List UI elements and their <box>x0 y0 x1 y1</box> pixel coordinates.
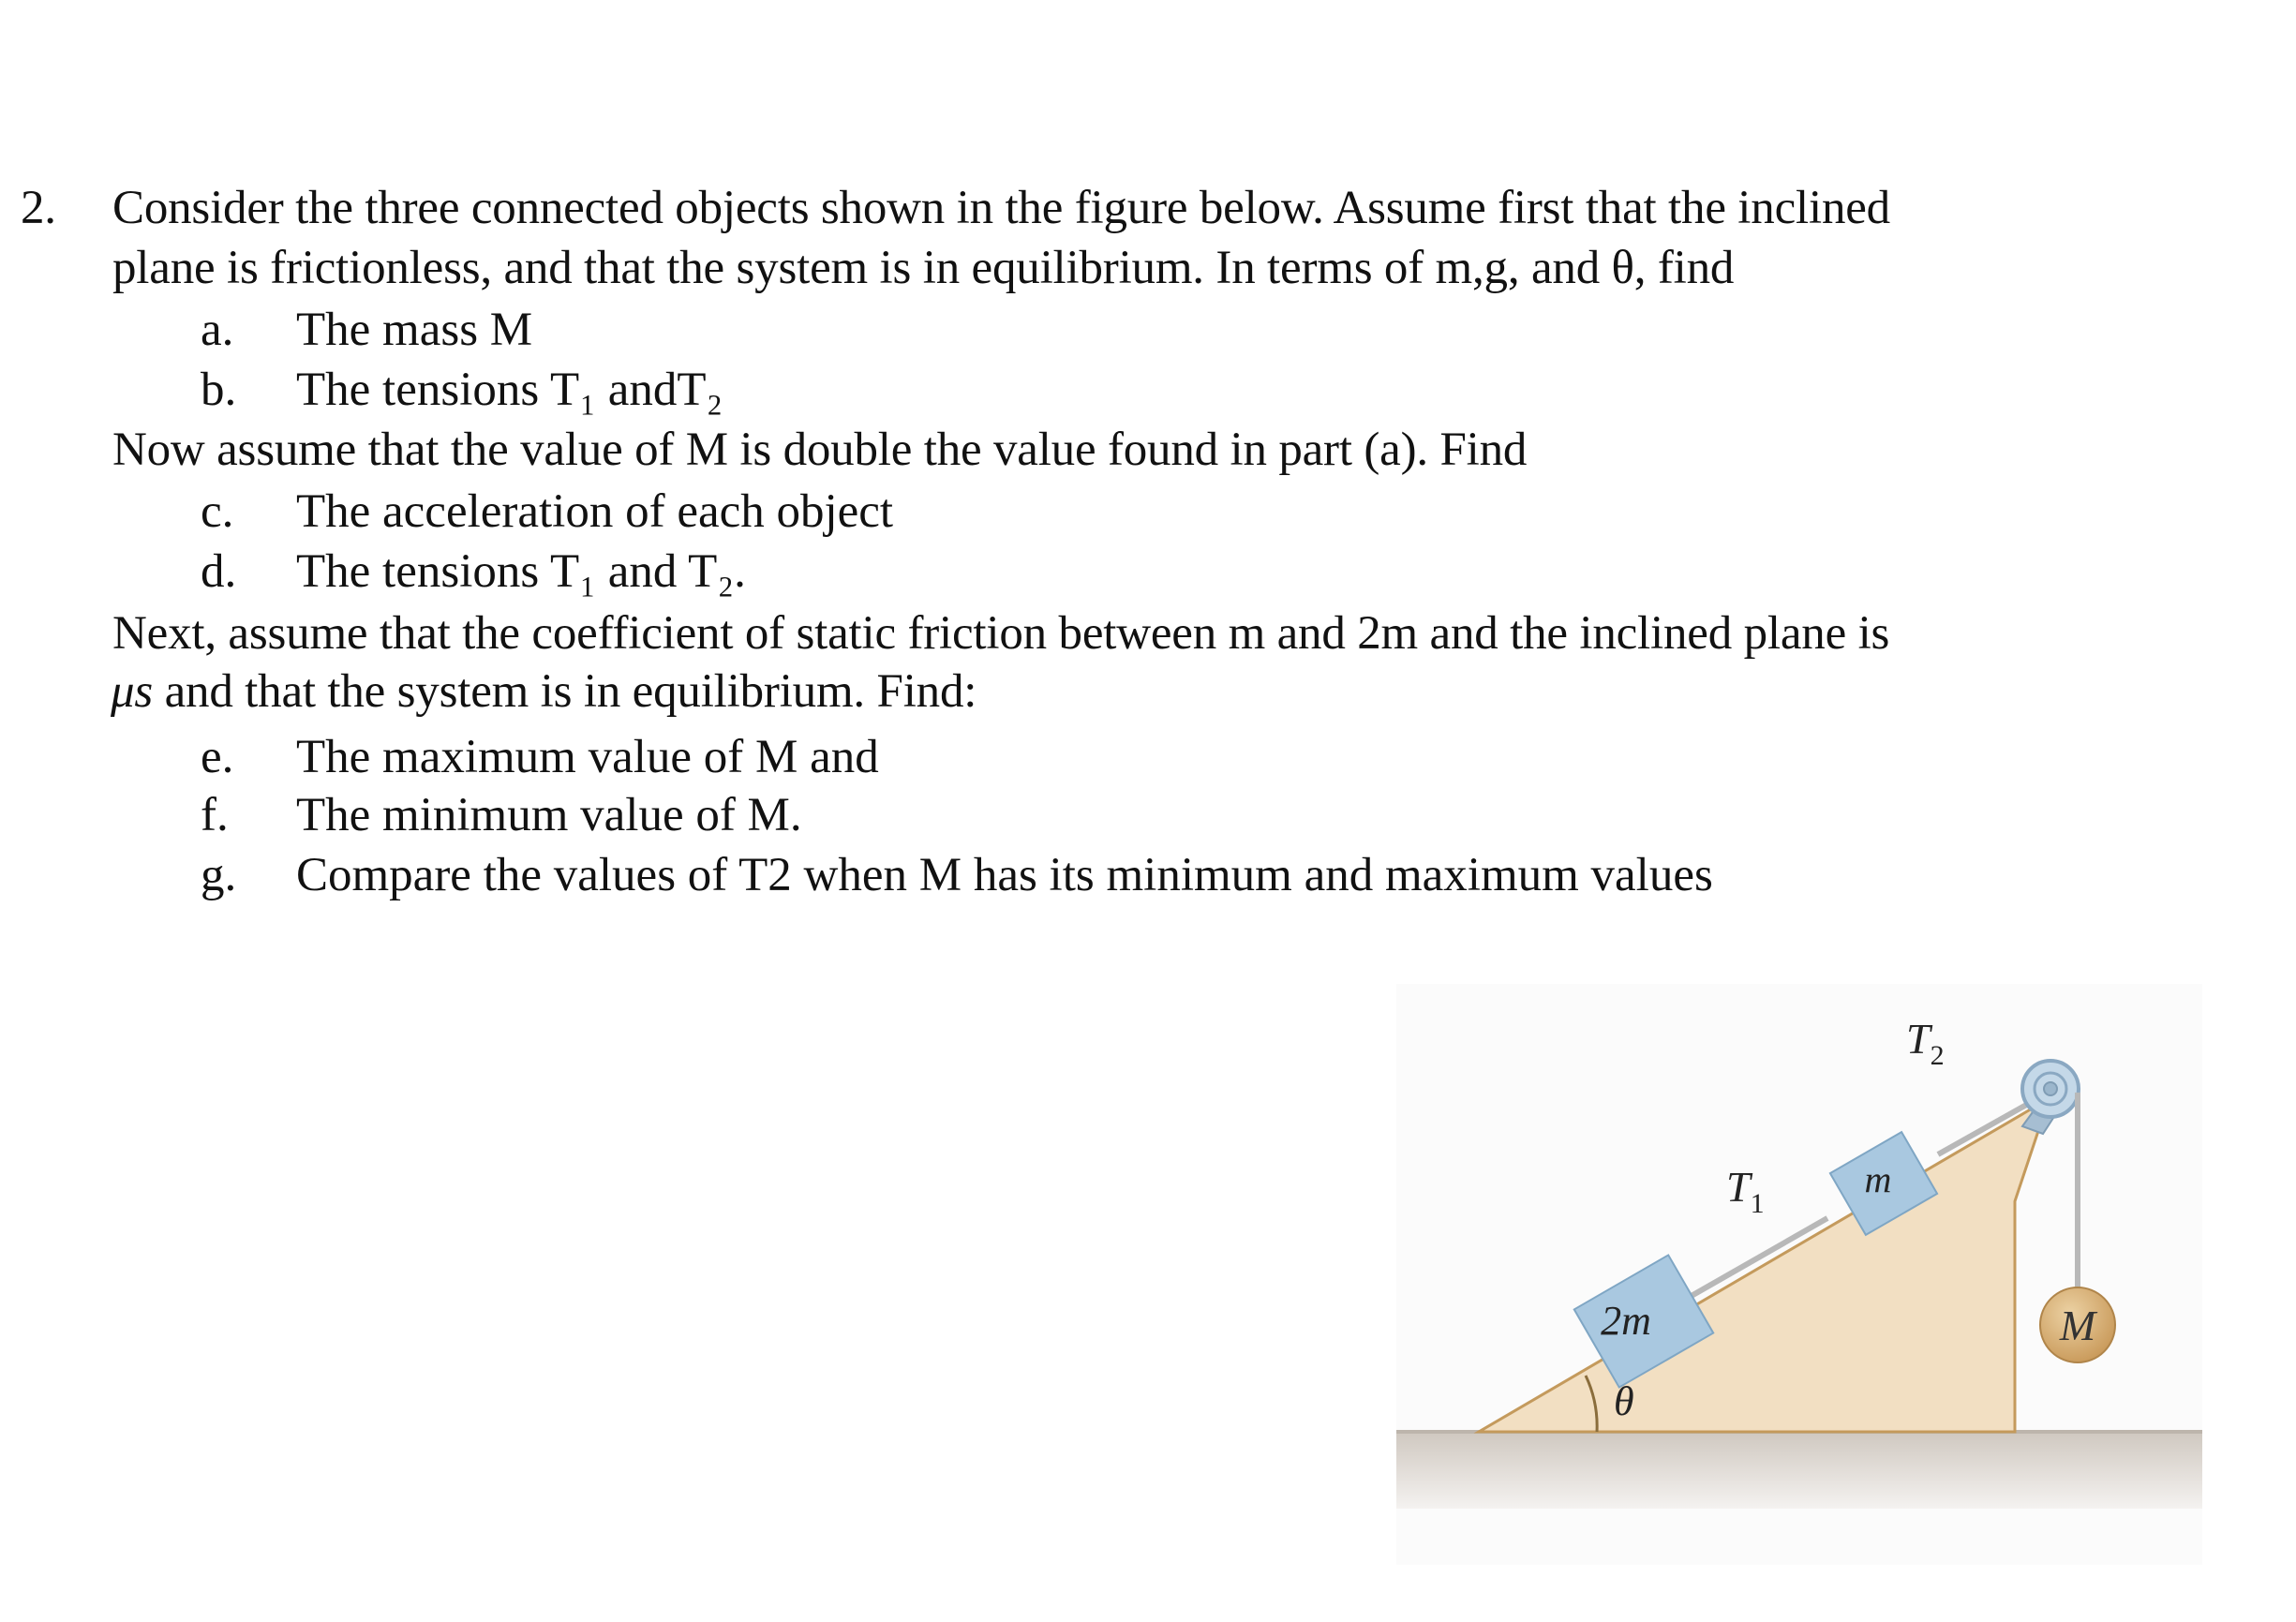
problem-number: 2. <box>21 182 56 234</box>
part-c-letter: c. <box>201 485 234 538</box>
paragraph-3-line-2 <box>111 663 977 720</box>
part-b-text: The tensions T₁ andT₂ <box>296 364 723 416</box>
incline-figure <box>1396 984 2202 1565</box>
part-b-letter: b. <box>201 364 237 416</box>
label-m: m <box>1864 1158 1892 1200</box>
part-d-letter: d. <box>201 545 237 598</box>
label-theta: θ <box>1614 1378 1634 1424</box>
label-t1: $T_1$ <box>1726 1163 1765 1219</box>
incline-diagram <box>1396 984 2202 1565</box>
part-a-text: The mass M <box>296 304 533 356</box>
label-2m: 2m <box>1601 1298 1651 1344</box>
label-M: M <box>2059 1302 2096 1349</box>
part-f-letter: f. <box>201 789 229 841</box>
paragraph-3-line-2-text: and that the system is in equilibrium. Find: <box>153 665 977 718</box>
paragraph-2: Now assume that the value of M is double the value found in part (a). Find <box>112 424 1528 476</box>
mu-s-symbol: μs <box>111 665 154 718</box>
part-g-text: Compare the values of T2 when M has its minimum and maximum values <box>296 849 1713 901</box>
pulley-axle <box>2044 1082 2057 1095</box>
problem-intro-line-2: plane is frictionless, and that the system is in equilibrium. In terms of m,g, and θ, find <box>112 242 1735 294</box>
part-c-text: The acceleration of each object <box>296 485 894 538</box>
part-e-text: The maximum value of M and <box>296 731 879 783</box>
part-a-letter: a. <box>201 304 234 356</box>
part-e-letter: e. <box>201 731 234 783</box>
paragraph-3-line-1: Next, assume that the coefficient of static friction between m and 2m and the inclined plane is <box>112 607 1890 660</box>
part-f-text: The minimum value of M. <box>296 789 802 841</box>
part-g-letter: g. <box>201 849 237 901</box>
part-d-text: The tensions T₁ and T₂. <box>296 545 746 598</box>
ground <box>1396 1432 2202 1509</box>
problem-intro-line-1: Consider the three connected objects shown in the figure below. Assume first that the inclined <box>112 182 1890 234</box>
label-t2: $T_2$ <box>1906 1015 1945 1071</box>
